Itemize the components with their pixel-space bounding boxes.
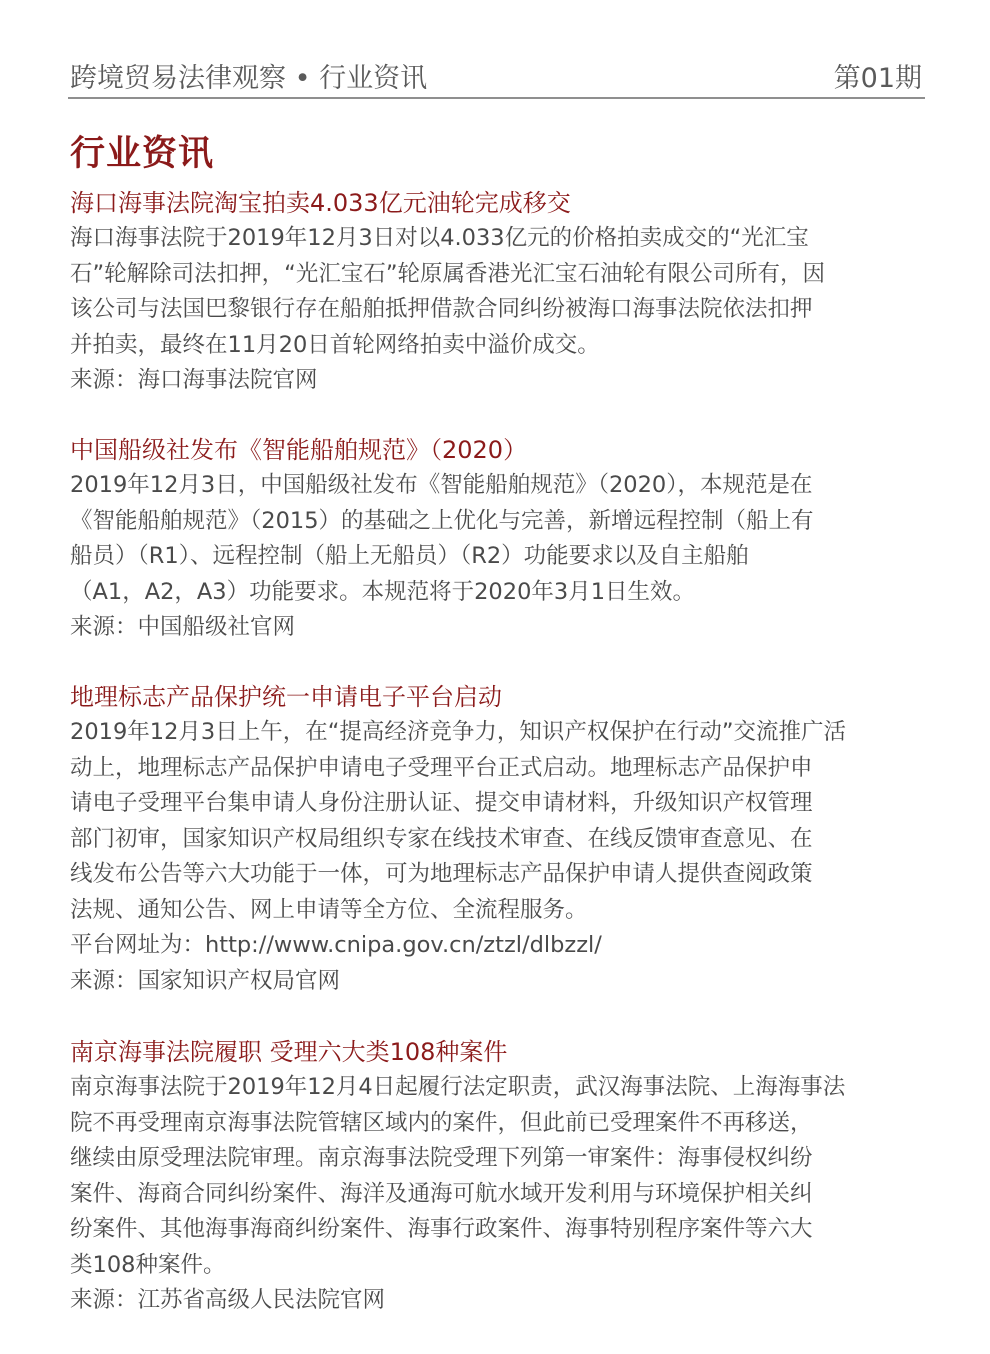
- header-divider: [68, 97, 925, 99]
- article-title: 中国船级社发布《智能船舶规范》（2020）: [70, 436, 528, 464]
- article-4: [70, 1035, 930, 1319]
- body-line: 线发布公告等六大功能于一体，可为地理标志产品保护申请人提供查阅政策: [70, 861, 813, 887]
- article-body: [70, 1070, 930, 1319]
- publication-title: 跨境贸易法律观察 • 行业资讯: [70, 63, 428, 94]
- article-1: [70, 186, 930, 399]
- article-source: 来源：江苏省高级人民法院官网: [70, 1287, 386, 1313]
- body-line: 2019年12月3日，中国船级社发布《智能船舶规范》（2020），本规范是在: [70, 472, 813, 498]
- body-line: 法规、通知公告、网上申请等全方位、全流程服务。: [70, 896, 588, 923]
- section-title: 行业资讯: [70, 134, 215, 174]
- article-3: [70, 680, 930, 999]
- article-body: [70, 715, 930, 999]
- article-source: 来源：中国船级社官网: [70, 614, 296, 640]
- article-title: 海口海事法院淘宝拍卖4.033亿元油轮完成移交: [70, 189, 571, 217]
- article-body: [70, 221, 930, 399]
- body-line: 《智能船舶规范》（2015）的基础之上优化与完善，新增远程控制（船上有: [70, 507, 814, 534]
- body-line: 2019年12月3日上午，在“提高经济竞争力，知识产权保护在行动”交流推广活: [70, 719, 847, 745]
- body-line: （A1，A2，A3）功能要求。本规范将于2020年3月1日生效。: [70, 578, 696, 605]
- article-title: 地理标志产品保护统一申请电子平台启动: [70, 683, 502, 711]
- body-line: 案件、海商合同纠纷案件、海洋及通海可航水域开发利用与环境保护相关纠: [70, 1180, 813, 1207]
- article-body: [70, 468, 930, 646]
- platform-url: 平台网址为：http://www.cnipa.gov.cn/ztzl/dlbzzl/: [70, 932, 602, 958]
- body-line: 并拍卖，最终在11月20日首轮网络拍卖中溢价成交。: [70, 331, 600, 358]
- body-line: 石”轮解除司法扣押，“光汇宝石”轮原属香港光汇宝石油轮有限公司所有，因: [70, 260, 825, 287]
- article-source: 来源：国家知识产权局官网: [70, 967, 341, 994]
- body-line: 纷案件、其他海事海商纠纷案件、海事行政案件、海事特别程序案件等六大: [70, 1216, 813, 1242]
- body-line: 南京海事法院于2019年12月4日起履行法定职责，武汉海事法院、上海海事法: [70, 1074, 846, 1100]
- article-source: 来源：海口海事法院官网: [70, 367, 318, 393]
- body-line: 船员）（R1）、远程控制（船上无船员）（R2）功能要求以及自主船舶: [70, 543, 749, 569]
- body-line: 继续由原受理法院审理。南京海事法院受理下列第一审案件：海事侵权纠纷: [70, 1145, 813, 1171]
- body-line: 院不再受理南京海事法院管辖区域内的案件，但此前已受理案件不再移送，: [70, 1109, 813, 1136]
- body-line: 海口海事法院于2019年12月3日对以4.033亿元的价格拍卖成交的“光汇宝: [70, 225, 809, 251]
- body-line: 该公司与法国巴黎银行存在船舶抵押借款合同纠纷被海口海事法院依法扣押: [70, 296, 813, 322]
- body-line: 动上，地理标志产品保护申请电子受理平台正式启动。地理标志产品保护申: [70, 754, 813, 781]
- body-line: 部门初审，国家知识产权局组织专家在线技术审查、在线反馈审查意见、在: [70, 825, 813, 852]
- issue-number: 第01期: [833, 63, 922, 94]
- article-2: [70, 433, 930, 646]
- body-line: 类108种案件。: [70, 1251, 226, 1278]
- article-title: 南京海事法院履职 受理六大类108种案件: [70, 1038, 508, 1066]
- body-line: 请电子受理平台集申请人身份注册认证、提交申请材料，升级知识产权管理: [70, 790, 813, 816]
- page-header: [70, 52, 924, 98]
